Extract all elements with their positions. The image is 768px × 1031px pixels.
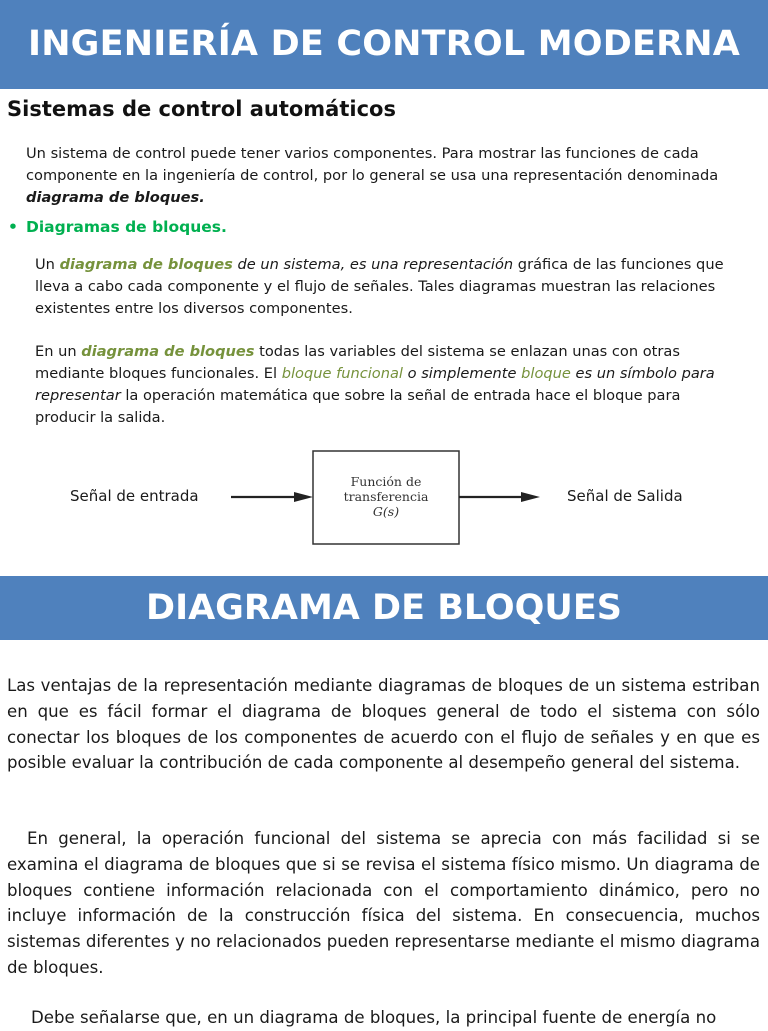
section-title: Sistemas de control automáticos [7,97,396,121]
block-line-1: Función de [350,474,422,489]
paragraph-definition [35,254,735,320]
input-arrowhead [294,492,313,502]
bullet-marker: • [8,218,18,236]
p1-text-1: Un [35,256,60,273]
p1-term: diagrama de bloques [59,256,233,273]
output-arrowhead [521,492,540,502]
bullet-item [8,218,227,236]
p2-italic-1: o simplemente [402,365,522,382]
p2-text-3: la operación matemática que sobre la señal de entrada hace el bloque para producir la salida. [35,387,681,426]
block-line-3: G(s) [372,504,400,519]
intro-paragraph [26,143,736,209]
header-banner [0,0,768,89]
block-line-2: transferencia [343,489,429,504]
p2-text-1: En un [35,343,82,360]
input-signal-label: Señal de entrada [70,487,199,505]
header-title: INGENIERÍA DE CONTROL MODERNA [27,24,741,64]
bullet-label: Diagramas de bloques. [26,218,227,236]
section-banner-title: DIAGRAMA DE BLOQUES [146,588,622,628]
intro-emphasis: diagrama de bloques. [26,189,205,206]
p1-text-2: gráfica de las funciones que lleva a cabo cada componente y el flujo de señales. Tales diagramas muestran las relaciones existentes entre los diversos componentes. [35,256,724,317]
block-diagram [0,445,768,555]
intro-text: Un sistema de control puede tener varios componentes. Para mostrar las funciones de cada componente en la ingeniería de control, por lo general se usa una representación denominada [26,145,719,184]
p2-term: diagrama de bloques [81,343,255,360]
body-paragraph-3: Debe señalarse que, en un diagrama de bloques, la principal fuente de energía no [31,1008,717,1027]
p2-italic-2: es un símbolo para representar [35,365,715,404]
p1-italic: de un sistema, es una representación [232,256,514,273]
block-text [313,474,459,519]
p2-text-2: todas las variables del sistema se enlazan unas con otras mediante bloques funcionales. El [35,343,680,382]
p2-term-short: bloque [521,365,571,382]
body-paragraph-1: Las ventajas de la representación mediante diagramas de bloques de un sistema estriban en que es fácil formar el diagrama de bloques general de todo el sistema con sólo conectar los bloques de los componentes de acuerdo con el flujo de señales y en que es posible evaluar la contribución de cada componente al desempeño general del sistema. [7,676,760,773]
section-banner [0,576,768,640]
p2-term-block: bloque funcional [281,365,403,382]
body-paragraph-2: En general, la operación funcional del sistema se aprecia con más facilidad si se examina el diagrama de bloques que si se revisa el sistema físico mismo. Un diagrama de bloques contiene información relacionada con el comportamiento dinámico, pero no incluye información de la construcción física del sistema. En consecuencia, muchos sistemas diferentes y no relacionados pueden representarse mediante el mismo diagrama de bloques. [7,829,760,977]
output-signal-label: Señal de Salida [567,487,683,505]
paragraph-blocks [35,341,735,429]
